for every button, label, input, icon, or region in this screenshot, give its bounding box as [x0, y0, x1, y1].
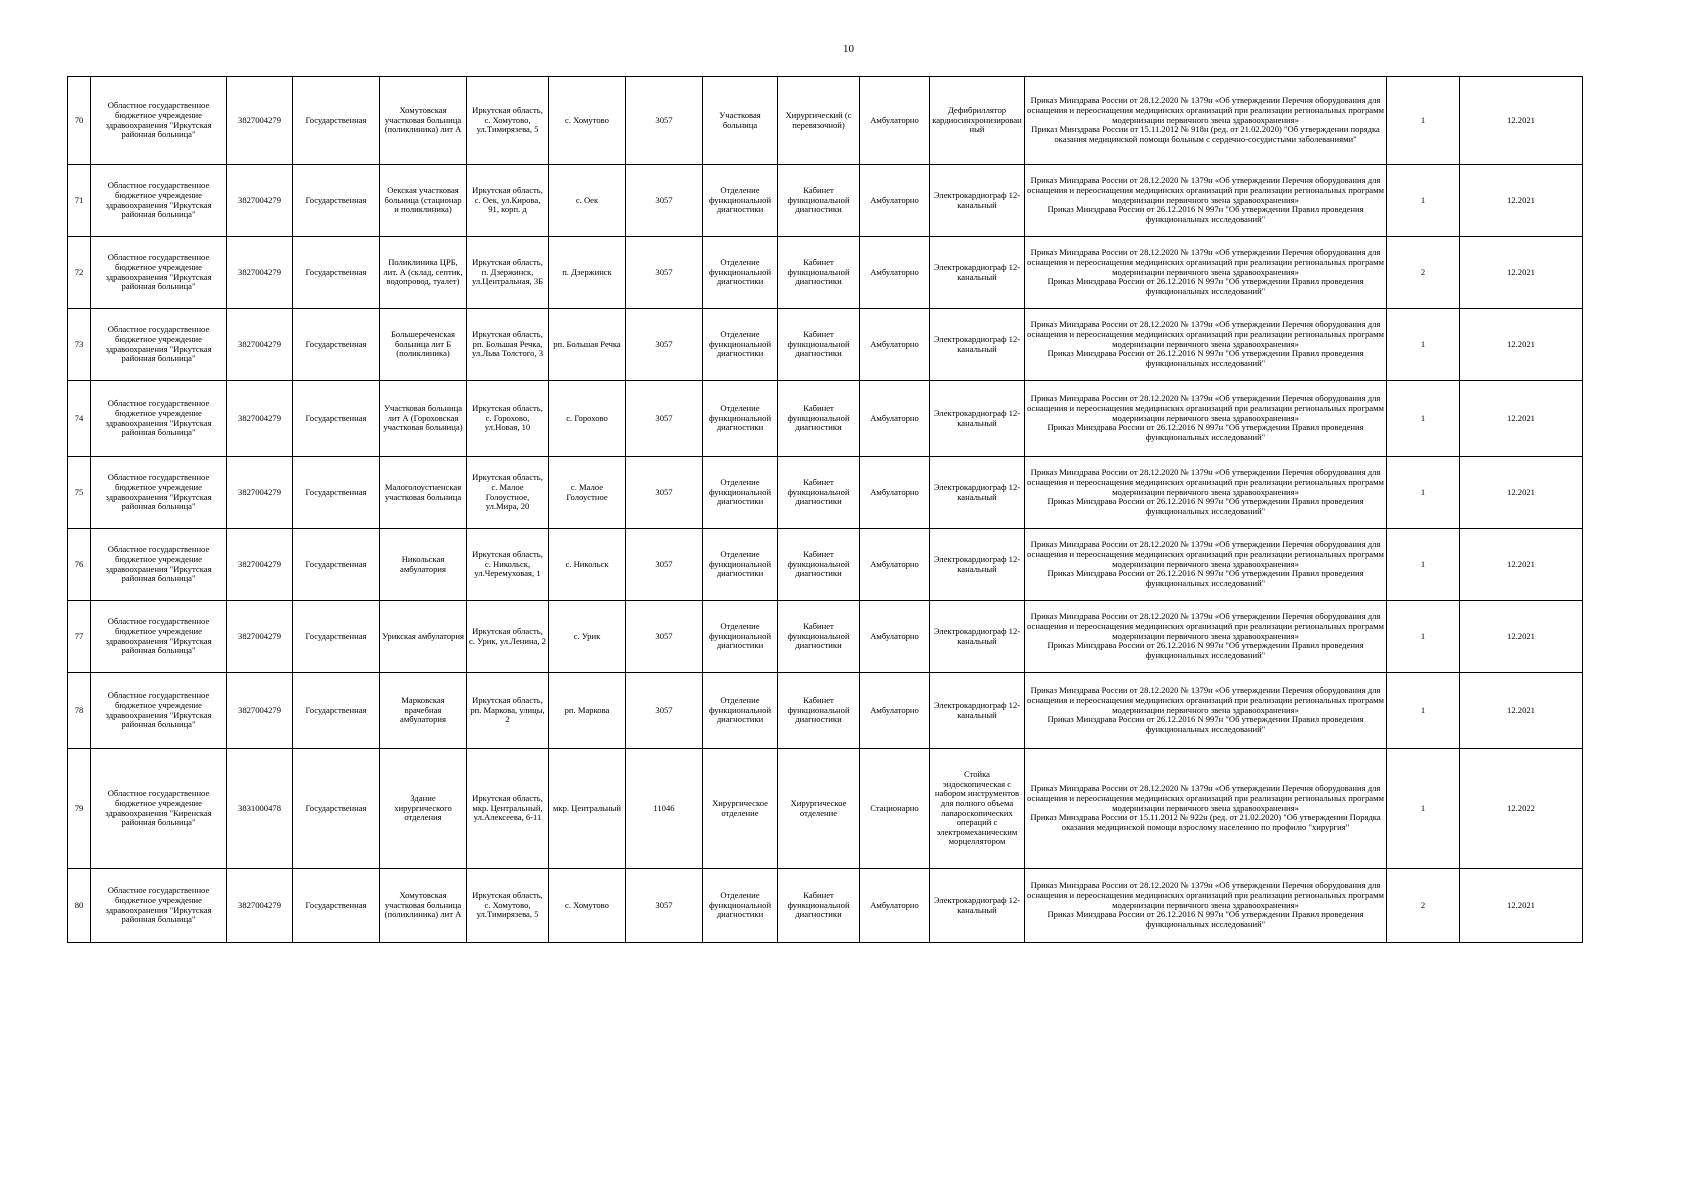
inn-code: 3827004279: [227, 529, 293, 601]
department-name: Отделение функциональной диагностики: [703, 381, 778, 457]
delivery-date: 12.2021: [1460, 529, 1583, 601]
inn-code: 3827004279: [227, 309, 293, 381]
legal-basis-line: Приказ Минздрава России от 28.12.2020 № 1379н «Об утверждении Перечня оборудования для оснащения и переоснащения медицинских организаций при реализации региональных программ модернизации первичного звена здравоохранения»: [1027, 467, 1384, 497]
row-number: 76: [68, 529, 91, 601]
inn-code: 3827004279: [227, 673, 293, 749]
legal-basis: [1025, 529, 1387, 601]
quantity: 1: [1387, 457, 1460, 529]
oktmo-code: 3057: [626, 381, 703, 457]
table-row: [68, 237, 1583, 309]
row-number: 77: [68, 601, 91, 673]
equipment-name: Электрокардиограф 12-канальный: [930, 237, 1025, 309]
table-row: [68, 673, 1583, 749]
delivery-date: 12.2021: [1460, 309, 1583, 381]
settlement-name: с. Никольск: [549, 529, 626, 601]
quantity: 1: [1387, 165, 1460, 237]
legal-basis: [1025, 869, 1387, 943]
quantity: 2: [1387, 237, 1460, 309]
organization-name: Областное государственное бюджетное учреждение здравоохранения "Киренская районная больница": [91, 749, 227, 869]
facility-address: Иркутская область, с. Малое Голоустное, ул.Мира, 20: [467, 457, 549, 529]
delivery-date: 12.2021: [1460, 457, 1583, 529]
legal-basis-line: Приказ Минздрава России от 28.12.2020 № 1379н «Об утверждении Перечня оборудования для оснащения и переоснащения медицинских организаций при реализации региональных программ модернизации первичного звена здравоохранения»: [1027, 95, 1384, 125]
care-type: Амбулаторно: [860, 309, 930, 381]
legal-basis-line: Приказ Минздрава России от 28.12.2020 № 1379н «Об утверждении Перечня оборудования для оснащения и переоснащения медицинских организаций при реализации региональных программ модернизации первичного звена здравоохранения»: [1027, 880, 1384, 910]
settlement-name: рп. Большая Речка: [549, 309, 626, 381]
row-number: 72: [68, 237, 91, 309]
legal-basis-line: Приказ Минздрава России от 26.12.2016 N 997н "Об утверждении Правил проведения функциональных исследований": [1047, 714, 1364, 734]
row-number: 80: [68, 869, 91, 943]
facility-name: Марковская врачебная амбулатория: [380, 673, 467, 749]
inn-code: 3827004279: [227, 457, 293, 529]
room-name: Кабинет функциональной диагностики: [778, 601, 860, 673]
delivery-date: 12.2021: [1460, 601, 1583, 673]
room-name: Кабинет функциональной диагностики: [778, 165, 860, 237]
facility-address: Иркутская область, с. Урик, ул.Ленина, 2: [467, 601, 549, 673]
delivery-date: 12.2021: [1460, 77, 1583, 165]
ownership-type: Государственная: [293, 165, 380, 237]
inn-code: 3827004279: [227, 381, 293, 457]
legal-basis-line: Приказ Минздрава России от 26.12.2016 N 997н "Об утверждении Правил проведения функциональных исследований": [1047, 496, 1364, 516]
legal-basis-line: Приказ Минздрава России от 28.12.2020 № 1379н «Об утверждении Перечня оборудования для оснащения и переоснащения медицинских организаций при реализации региональных программ модернизации первичного звена здравоохранения»: [1027, 393, 1384, 423]
equipment-name: Электрокардиограф 12-канальный: [930, 529, 1025, 601]
quantity: 1: [1387, 673, 1460, 749]
table-row: [68, 749, 1583, 869]
ownership-type: Государственная: [293, 869, 380, 943]
department-name: Отделение функциональной диагностики: [703, 601, 778, 673]
settlement-name: с. Урик: [549, 601, 626, 673]
organization-name: Областное государственное бюджетное учреждение здравоохранения "Иркутская районная больница": [91, 673, 227, 749]
room-name: Кабинет функциональной диагностики: [778, 457, 860, 529]
organization-name: Областное государственное бюджетное учреждение здравоохранения "Иркутская районная больница": [91, 381, 227, 457]
organization-name: Областное государственное бюджетное учреждение здравоохранения "Иркутская районная больница": [91, 309, 227, 381]
department-name: Отделение функциональной диагностики: [703, 165, 778, 237]
room-name: Кабинет функциональной диагностики: [778, 309, 860, 381]
table-row: [68, 601, 1583, 673]
facility-address: Иркутская область, с. Хомутово, ул.Тимирязева, 5: [467, 77, 549, 165]
facility-address: Иркутская область, рп. Большая Речка, ул.Льва Толстого, 3: [467, 309, 549, 381]
legal-basis-line: Приказ Минздрава России от 28.12.2020 № 1379н «Об утверждении Перечня оборудования для оснащения и переоснащения медицинских организаций при реализации региональных программ модернизации первичного звена здравоохранения»: [1027, 175, 1384, 205]
legal-basis-line: Приказ Минздрава России от 28.12.2020 № 1379н «Об утверждении Перечня оборудования для оснащения и переоснащения медицинских организаций при реализации региональных программ модернизации первичного звена здравоохранения»: [1027, 685, 1384, 715]
department-name: Отделение функциональной диагностики: [703, 309, 778, 381]
care-type: Амбулаторно: [860, 381, 930, 457]
table-row: [68, 309, 1583, 381]
ownership-type: Государственная: [293, 529, 380, 601]
table-body: [68, 77, 1583, 943]
oktmo-code: 3057: [626, 165, 703, 237]
delivery-date: 12.2021: [1460, 237, 1583, 309]
oktmo-code: 11046: [626, 749, 703, 869]
page-number: 10: [843, 43, 854, 55]
oktmo-code: 3057: [626, 869, 703, 943]
equipment-name: Электрокардиограф 12-канальный: [930, 381, 1025, 457]
ownership-type: Государственная: [293, 673, 380, 749]
equipment-name: Электрокардиограф 12-канальный: [930, 869, 1025, 943]
table-row: [68, 77, 1583, 165]
quantity: 1: [1387, 77, 1460, 165]
equipment-name: Электрокардиограф 12-канальный: [930, 673, 1025, 749]
legal-basis: [1025, 457, 1387, 529]
ownership-type: Государственная: [293, 601, 380, 673]
oktmo-code: 3057: [626, 673, 703, 749]
care-type: Амбулаторно: [860, 673, 930, 749]
facility-name: Хомутовская участковая больница (поликлиника) лит А: [380, 869, 467, 943]
ownership-type: Государственная: [293, 237, 380, 309]
care-type: Амбулаторно: [860, 165, 930, 237]
equipment-name: Электрокардиограф 12-канальный: [930, 601, 1025, 673]
facility-name: Участковая больница лит А (Гороховская участковая больница): [380, 381, 467, 457]
equipment-table: [67, 76, 1583, 943]
room-name: Кабинет функциональной диагностики: [778, 673, 860, 749]
legal-basis-line: Приказ Минздрава России от 28.12.2020 № 1379н «Об утверждении Перечня оборудования для оснащения и переоснащения медицинских организаций при реализации региональных программ модернизации первичного звена здравоохранения»: [1027, 247, 1384, 277]
care-type: Амбулаторно: [860, 457, 930, 529]
room-name: Кабинет функциональной диагностики: [778, 529, 860, 601]
inn-code: 3827004279: [227, 869, 293, 943]
settlement-name: с. Хомутово: [549, 869, 626, 943]
facility-address: Иркутская область, мкр. Центральный, ул.Алексеева, 6-11: [467, 749, 549, 869]
organization-name: Областное государственное бюджетное учреждение здравоохранения "Иркутская районная больница": [91, 77, 227, 165]
organization-name: Областное государственное бюджетное учреждение здравоохранения "Иркутская районная больница": [91, 457, 227, 529]
legal-basis: [1025, 309, 1387, 381]
delivery-date: 12.2021: [1460, 869, 1583, 943]
settlement-name: мкр. Центральный: [549, 749, 626, 869]
care-type: Амбулаторно: [860, 869, 930, 943]
facility-name: Большереченская больница лит Б (поликлиника): [380, 309, 467, 381]
oktmo-code: 3057: [626, 601, 703, 673]
table-row: [68, 457, 1583, 529]
care-type: Амбулаторно: [860, 601, 930, 673]
legal-basis-line: Приказ Минздрава России от 26.12.2016 N 997н "Об утверждении Правил проведения функциональных исследований": [1047, 422, 1364, 442]
facility-address: Иркутская область, с. Оек, ул.Кирова, 91, корп. д: [467, 165, 549, 237]
room-name: Хирургическое отделение: [778, 749, 860, 869]
delivery-date: 12.2022: [1460, 749, 1583, 869]
facility-name: Поликлиника ЦРБ, лит. А (склад, септик, водопровод, туалет): [380, 237, 467, 309]
equipment-name: Дефибриллятор кардиосинхронизированный: [930, 77, 1025, 165]
equipment-name: Электрокардиограф 12-канальный: [930, 165, 1025, 237]
department-name: Отделение функциональной диагностики: [703, 457, 778, 529]
room-name: Хирургический (с перевязочной): [778, 77, 860, 165]
legal-basis-line: Приказ Минздрава России от 26.12.2016 N 997н "Об утверждении Правил проведения функциональных исследований": [1047, 909, 1364, 929]
legal-basis-line: Приказ Минздрава России от 26.12.2016 N 997н "Об утверждении Правил проведения функциональных исследований": [1047, 276, 1364, 296]
table-row: [68, 381, 1583, 457]
inn-code: 3827004279: [227, 237, 293, 309]
row-number: 74: [68, 381, 91, 457]
facility-address: Иркутская область, рп. Маркова, улицы, 2: [467, 673, 549, 749]
department-name: Хирургическое отделение: [703, 749, 778, 869]
inn-code: 3827004279: [227, 77, 293, 165]
legal-basis-line: Приказ Минздрава России от 26.12.2016 N 997н "Об утверждении Правил проведения функциональных исследований": [1047, 568, 1364, 588]
delivery-date: 12.2021: [1460, 673, 1583, 749]
legal-basis: [1025, 673, 1387, 749]
ownership-type: Государственная: [293, 381, 380, 457]
ownership-type: Государственная: [293, 749, 380, 869]
settlement-name: с. Хомутово: [549, 77, 626, 165]
quantity: 1: [1387, 381, 1460, 457]
room-name: Кабинет функциональной диагностики: [778, 381, 860, 457]
legal-basis-line: Приказ Минздрава России от 28.12.2020 № 1379н «Об утверждении Перечня оборудования для оснащения и переоснащения медицинских организаций при реализации региональных программ модернизации первичного звена здравоохранения»: [1027, 783, 1384, 813]
settlement-name: с. Малое Голоустное: [549, 457, 626, 529]
settlement-name: с. Оек: [549, 165, 626, 237]
facility-address: Иркутская область, с. Хомутово, ул.Тимирязева, 5: [467, 869, 549, 943]
facility-name: Никольская амбулатория: [380, 529, 467, 601]
delivery-date: 12.2021: [1460, 381, 1583, 457]
row-number: 79: [68, 749, 91, 869]
organization-name: Областное государственное бюджетное учреждение здравоохранения "Иркутская районная больница": [91, 237, 227, 309]
table-row: [68, 165, 1583, 237]
quantity: 1: [1387, 601, 1460, 673]
equipment-name: Стойка эндоскопическая с набором инструментов для полного объема лапароскопических операций с электромеханическим морцеллятором: [930, 749, 1025, 869]
oktmo-code: 3057: [626, 77, 703, 165]
legal-basis-line: Приказ Минздрава России от 26.12.2016 N 997н "Об утверждении Правил проведения функциональных исследований": [1047, 640, 1364, 660]
department-name: Участковая больница: [703, 77, 778, 165]
facility-name: Урикская амбулатория: [380, 601, 467, 673]
row-number: 73: [68, 309, 91, 381]
table-row: [68, 869, 1583, 943]
inn-code: 3831000478: [227, 749, 293, 869]
oktmo-code: 3057: [626, 457, 703, 529]
quantity: 2: [1387, 869, 1460, 943]
facility-address: Иркутская область, п. Дзержинск, ул.Центральная, 3Б: [467, 237, 549, 309]
legal-basis: [1025, 381, 1387, 457]
department-name: Отделение функциональной диагностики: [703, 237, 778, 309]
legal-basis-line: Приказ Минздрава России от 15.11.2012 № 922н (ред. от 21.02.2020) "Об утверждении Порядка оказания медицинской помощи взрослому населению по профилю "хирургия": [1030, 812, 1381, 832]
row-number: 71: [68, 165, 91, 237]
organization-name: Областное государственное бюджетное учреждение здравоохранения "Иркутская районная больница": [91, 165, 227, 237]
care-type: Амбулаторно: [860, 77, 930, 165]
settlement-name: рп. Маркова: [549, 673, 626, 749]
organization-name: Областное государственное бюджетное учреждение здравоохранения "Иркутская районная больница": [91, 869, 227, 943]
equipment-name: Электрокардиограф 12-канальный: [930, 457, 1025, 529]
legal-basis-line: Приказ Минздрава России от 28.12.2020 № 1379н «Об утверждении Перечня оборудования для оснащения и переоснащения медицинских организаций при реализации региональных программ модернизации первичного звена здравоохранения»: [1027, 539, 1384, 569]
oktmo-code: 3057: [626, 529, 703, 601]
ownership-type: Государственная: [293, 77, 380, 165]
ownership-type: Государственная: [293, 309, 380, 381]
settlement-name: с. Горохово: [549, 381, 626, 457]
quantity: 1: [1387, 309, 1460, 381]
legal-basis: [1025, 237, 1387, 309]
facility-name: Малоголоустненская участковая больница: [380, 457, 467, 529]
department-name: Отделение функциональной диагностики: [703, 673, 778, 749]
quantity: 1: [1387, 749, 1460, 869]
settlement-name: п. Дзержинск: [549, 237, 626, 309]
department-name: Отделение функциональной диагностики: [703, 869, 778, 943]
ownership-type: Государственная: [293, 457, 380, 529]
facility-address: Иркутская область, с. Горохово, ул.Новая, 10: [467, 381, 549, 457]
quantity: 1: [1387, 529, 1460, 601]
equipment-name: Электрокардиограф 12-канальный: [930, 309, 1025, 381]
legal-basis-line: Приказ Минздрава России от 28.12.2020 № 1379н «Об утверждении Перечня оборудования для оснащения и переоснащения медицинских организаций при реализации региональных программ модернизации первичного звена здравоохранения»: [1027, 611, 1384, 641]
oktmo-code: 3057: [626, 237, 703, 309]
care-type: Стационарно: [860, 749, 930, 869]
row-number: 70: [68, 77, 91, 165]
facility-name: Здание хирургического отделения: [380, 749, 467, 869]
legal-basis: [1025, 601, 1387, 673]
care-type: Амбулаторно: [860, 237, 930, 309]
care-type: Амбулаторно: [860, 529, 930, 601]
room-name: Кабинет функциональной диагностики: [778, 869, 860, 943]
row-number: 75: [68, 457, 91, 529]
inn-code: 3827004279: [227, 165, 293, 237]
legal-basis-line: Приказ Минздрава России от 26.12.2016 N 997н "Об утверждении Правил проведения функциональных исследований": [1047, 348, 1364, 368]
table-row: [68, 529, 1583, 601]
row-number: 78: [68, 673, 91, 749]
legal-basis-line: Приказ Минздрава России от 28.12.2020 № 1379н «Об утверждении Перечня оборудования для оснащения и переоснащения медицинских организаций при реализации региональных программ модернизации первичного звена здравоохранения»: [1027, 319, 1384, 349]
room-name: Кабинет функциональной диагностики: [778, 237, 860, 309]
facility-name: Оекская участковая больница (стационар и поликлиника): [380, 165, 467, 237]
legal-basis-line: Приказ Минздрава России от 15.11.2012 № 918н (ред. от 21.02.2020) "Об утверждении порядка оказания медицинской помощи больным с сердечно-сосудистыми заболеваниями": [1031, 124, 1380, 144]
legal-basis-line: Приказ Минздрава России от 26.12.2016 N 997н "Об утверждении Правил проведения функциональных исследований": [1047, 204, 1364, 224]
facility-address: Иркутская область, с. Никольск, ул.Черемуховая, 1: [467, 529, 549, 601]
delivery-date: 12.2021: [1460, 165, 1583, 237]
legal-basis: [1025, 749, 1387, 869]
legal-basis: [1025, 165, 1387, 237]
organization-name: Областное государственное бюджетное учреждение здравоохранения "Иркутская районная больница": [91, 529, 227, 601]
facility-name: Хомутовская участковая больница (поликлиника) лит А: [380, 77, 467, 165]
organization-name: Областное государственное бюджетное учреждение здравоохранения "Иркутская районная больница": [91, 601, 227, 673]
oktmo-code: 3057: [626, 309, 703, 381]
department-name: Отделение функциональной диагностики: [703, 529, 778, 601]
legal-basis: [1025, 77, 1387, 165]
inn-code: 3827004279: [227, 601, 293, 673]
